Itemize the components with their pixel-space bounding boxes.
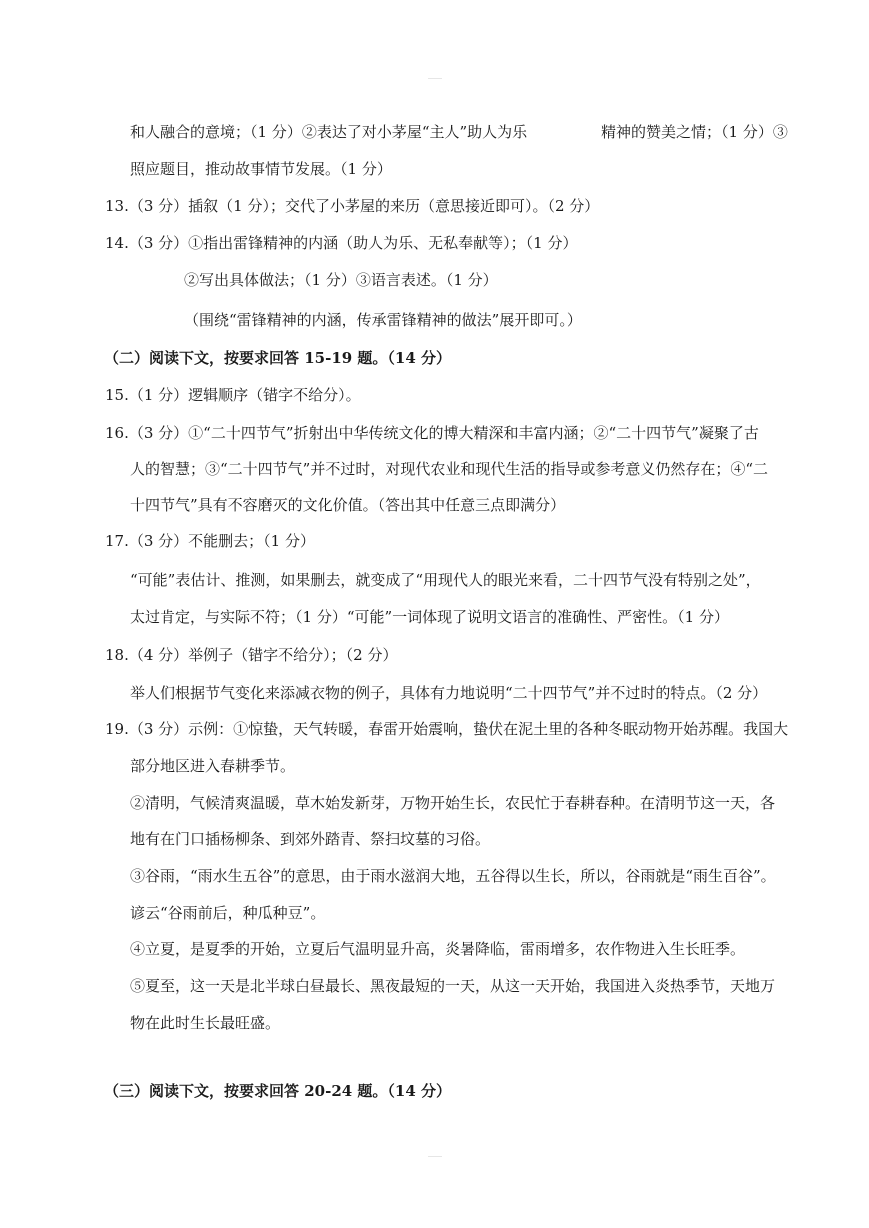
answer-14-line-1: 14.（3 分）①指出雷锋精神的内涵（助人为乐、无私奉献等）；（1 分）	[105, 234, 578, 252]
answer-18-line-2: 举人们根据节气变化来添减衣物的例子，具体有力地说明“二十四节气”并不过时的特点。（2 分）	[130, 684, 768, 702]
header-mark	[428, 78, 442, 79]
section-3-heading: （三）阅读下文，按要求回答 20-24 题。（14 分）	[104, 1082, 452, 1100]
answer-16-line-2: 人的智慧；③“二十四节气”并不过时，对现代农业和现代生活的指导或参考意义仍然存在；④“二	[130, 460, 769, 478]
answer-18-line-1: 18.（4 分）举例子（错字不给分）；（2 分）	[105, 646, 398, 664]
answer-16-line-1: 16.（3 分）①“二十四节气”折射出中华传统文化的博大精深和丰富内涵；②“二十四节气”凝聚了古	[105, 424, 759, 442]
section-2-heading: （二）阅读下文，按要求回答 15-19 题。（14 分）	[104, 349, 452, 367]
answer-19-line-9: 物在此时生长最旺盛。	[130, 1014, 281, 1032]
answer-17-line-3: 太过肯定，与实际不符；（1 分）“可能”一词体现了说明文语言的准确性、严密性。（1 分）	[130, 608, 729, 626]
answer-19-line-7: ④立夏，是夏季的开始，立夏后气温明显升高，炎暑降临，雷雨增多，农作物进入生长旺季。	[130, 940, 746, 958]
answer-16-line-3: 十四节气”具有不容磨灭的文化价值。（答出其中任意三点即满分）	[130, 496, 566, 514]
answer-19-line-2: 部分地区进入春耕季节。	[130, 757, 296, 775]
answer-14-line-3: （围绕“雷锋精神的内涵，传承雷锋精神的做法”展开即可。）	[184, 311, 582, 329]
answer-19-line-1: 19.（3 分）示例：①惊蛰，天气转暖，春雷开始震响，蛰伏在泥土里的各种冬眠动物开始苏醒。我国大	[105, 720, 789, 738]
answer-17-line-1: 17.（3 分）不能删去；（1 分）	[105, 532, 315, 550]
footer-mark	[428, 1156, 442, 1157]
answer-14-line-2: ②写出具体做法；（1 分）③语言表述。（1 分）	[184, 271, 498, 289]
answer-12-line-1b: 精神的赞美之情；（1 分）③	[601, 123, 788, 141]
answer-19-line-3: ②清明，气候清爽温暖，草木始发新芽，万物开始生长，农民忙于春耕春种。在清明节这一天，各	[130, 794, 776, 812]
answer-19-line-4: 地有在门口插杨柳条、到郊外踏青、祭扫坟墓的习俗。	[130, 830, 491, 848]
answer-19-line-5: ③谷雨，“雨水生五谷”的意思，由于雨水滋润大地，五谷得以生长，所以，谷雨就是“雨生百谷”。	[130, 867, 776, 885]
answer-12-line-2: 照应题目，推动故事情节发展。（1 分）	[130, 160, 392, 178]
answer-19-line-6: 谚云“谷雨前后，种瓜种豆”。	[130, 904, 326, 922]
answer-15: 15.（1 分）逻辑顺序（错字不给分）。	[105, 386, 361, 404]
answer-13: 13.（3 分）插叙（1 分）；交代了小茅屋的来历（意思接近即可）。（2 分）	[105, 197, 600, 215]
answer-12-line-1a: 和人融合的意境；（1 分）②表达了对小茅屋“主人”助人为乐	[130, 123, 528, 141]
answer-17-line-2: “可能”表估计、推测，如果删去，就变成了“用现代人的眼光来看，二十四节气没有特别之处”，	[130, 571, 761, 589]
answer-19-line-8: ⑤夏至，这一天是北半球白昼最长、黑夜最短的一天，从这一天开始，我国进入炎热季节，天地万	[130, 977, 776, 995]
